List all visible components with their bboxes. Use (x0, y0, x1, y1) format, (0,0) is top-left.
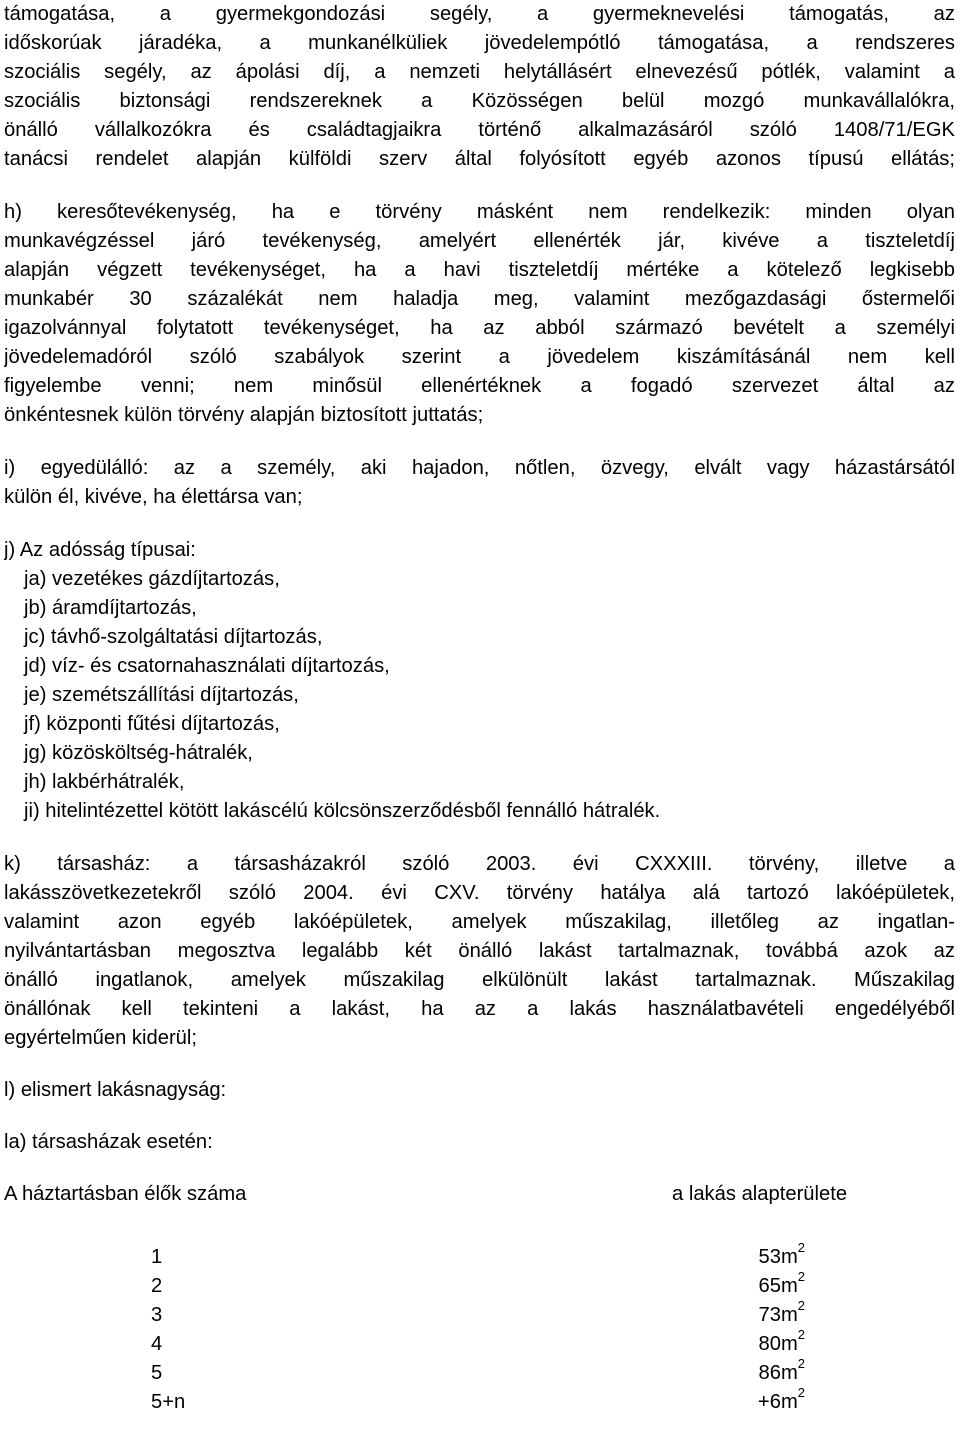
table-row (4, 1327, 955, 1359)
floor-area: $86m^2$ (758, 1356, 805, 1384)
table-row (4, 1269, 955, 1301)
floor-area: $65m^2$ (758, 1269, 805, 1297)
table-row (4, 1240, 955, 1272)
text-line: tanácsi rendelet alapján külföldi szerv által folyósított egyéb azonos típusú ellátás; (4, 148, 955, 170)
list-item: ji) hitelintézettel kötött lakáscélú kölcsönszerződésből fennálló hátralék. (24, 800, 661, 822)
household-count: 3 (151, 1304, 163, 1326)
text-line: lakásszövetkezetekről szóló 2004. évi CXV. törvény hatálya alá tartozó lakóépületek, (4, 882, 955, 904)
list-item: jd) víz- és csatornahasználati díjtartozás, (24, 655, 390, 677)
text-line: szociális biztonsági rendszereknek a Közösségen belül mozgó munkavállalókra, (4, 90, 955, 112)
table-row (4, 1385, 955, 1417)
household-count: 5+n (151, 1391, 186, 1413)
floor-area: $80m^2$ (758, 1327, 805, 1355)
text-line: valamint azon egyéb lakóépületek, amelyek műszakilag, illetőleg az ingatlan- (4, 911, 955, 933)
text-line: h) keresőtevékenység, ha e törvény másként nem rendelkezik: minden olyan (4, 201, 955, 223)
list-item: jb) áramdíjtartozás, (24, 597, 197, 619)
spacer (4, 1105, 955, 1128)
list-item: jc) távhő-szolgáltatási díjtartozás, (24, 626, 323, 648)
paragraph-l: l) elismert lakásnagyság: (4, 1079, 227, 1101)
paragraph-g (4, 0, 955, 174)
list-item: ja) vezetékes gázdíjtartozás, (24, 568, 280, 590)
text-line: időskorúak járadéka, a munkanélküliek jövedelempótló támogatása, a rendszeres (4, 32, 955, 54)
text-line: k) társasház: a társasházakról szóló 2003. évi CXXXIII. törvény, illetve a (4, 853, 955, 875)
paragraph-la: la) társasházak esetén: (4, 1131, 213, 1153)
text-line: szociális segély, az ápolási díj, a nemzeti helytállásért elnevezésű pótlék, valamint a (4, 61, 955, 83)
paragraph-k (4, 850, 955, 1053)
text-line: külön él, kivéve, ha élettársa van; (4, 486, 303, 508)
column-header-area: a lakás alapterülete (672, 1183, 848, 1205)
paragraph-i (4, 454, 955, 512)
spacer (4, 1157, 955, 1180)
column-header-household: A háztartásban élők száma (4, 1183, 247, 1205)
text-line: alapján végzett tevékenységet, ha a havi tiszteletdíj mértéke a kötelező legkisebb (4, 259, 955, 281)
household-count: 2 (151, 1275, 163, 1297)
floor-area: $53m^2$ (758, 1240, 805, 1268)
list-item: jf) központi fűtési díjtartozás, (24, 713, 280, 735)
text-line: támogatása, a gyermekgondozási segély, a gyermeknevelési támogatás, az (4, 3, 955, 25)
spacer (4, 430, 955, 454)
text-line: figyelembe venni; nem minősül ellenértéknek a fogadó szervezet által az (4, 375, 955, 397)
text-line: önkéntesnek külön törvény alapján biztosított juttatás; (4, 404, 484, 426)
table-header (4, 1180, 955, 1209)
spacer (4, 174, 955, 198)
paragraph-j (4, 536, 955, 826)
text-line: munkabér 30 százalékát nem haladja meg, valamint mezőgazdasági őstermelői (4, 288, 955, 310)
list-item: jg) közösköltség-hátralék, (24, 742, 253, 764)
spacer (4, 1053, 955, 1076)
household-count: 4 (151, 1333, 163, 1355)
floor-area: $+6m^2$ (757, 1385, 805, 1413)
document-page (4, 0, 955, 1417)
text-line: önállónak kell tekinteni a lakást, ha az a lakás használatbavételi engedélyéből (4, 998, 955, 1020)
text-line: munkavégzéssel járó tevékenység, amelyért ellenérték jár, kivéve a tiszteletdíj (4, 230, 955, 252)
household-count: 1 (151, 1246, 163, 1268)
text-line: önálló vállalkozókra és családtagjaikra történő alkalmazásáról szóló 1408/71/EGK (4, 119, 955, 141)
table-row (4, 1356, 955, 1388)
text-line: nyilvántartásban megosztva legalább két önálló lakást tartalmaznak, továbbá azok az (4, 940, 955, 962)
list-item: je) szemétszállítási díjtartozás, (24, 684, 299, 706)
text-line: önálló ingatlanok, amelyek műszakilag elkülönült lakást tartalmaznak. Műszakilag (4, 969, 955, 991)
paragraph-h (4, 198, 955, 430)
text-line: jövedelemadóról szóló szabályok szerint a jövedelem kiszámításánál nem kell (4, 346, 955, 368)
housing-size-table (4, 1240, 955, 1417)
floor-area: $73m^2$ (758, 1298, 805, 1326)
household-count: 5 (151, 1362, 163, 1384)
text-line: egyértelműen kiderül; (4, 1027, 198, 1049)
spacer (4, 512, 955, 536)
text-line: igazolvánnyal folytatott tevékenységet, ha az abból származó bevételt a személyi (4, 317, 955, 339)
text-line: i) egyedülálló: az a személy, aki hajadon, nőtlen, özvegy, elvált vagy házastársától (4, 457, 955, 479)
table-row (4, 1298, 955, 1330)
list-item: jh) lakbérhátralék, (24, 771, 185, 793)
list-heading: j) Az adósság típusai: (4, 539, 196, 561)
spacer (4, 826, 955, 850)
